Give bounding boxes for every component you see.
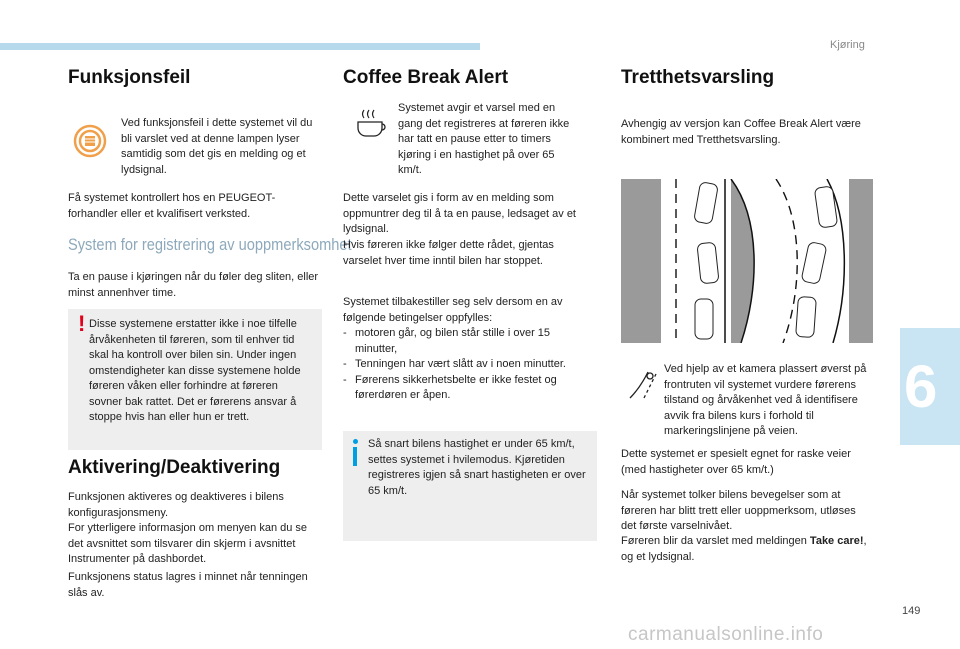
- road-lane-drift-illustration: [621, 179, 873, 343]
- coffee-message-text: Dette varselet gis i form av en melding som oppmuntrer deg til å ta en pause, ledsaget av et lydsignal.: [343, 192, 576, 235]
- reset-conditions-list: [343, 326, 595, 404]
- condition-item: - Tenningen har vært slått av i noen minutter.: [343, 357, 595, 373]
- warning-text: Disse systemene erstatter ikke i noe tilfelle årvåkenheten til føreren, som til enhver tid skal ha kontroll over bilen sin. Under ingen omstendigheter kan disse systemene holde føreren våken eller forhindre at føreren sovner bak rattet. Det er førerens ansvar å stoppe hvis han eller hun er trett.: [89, 318, 301, 423]
- fatigue-intro-text: Avhengig av versjon kan Coffee Break Alert være kombinert med Tretthetsvarsling.: [621, 118, 861, 146]
- subheading-attention: System for registrering av uoppmerksomhet: [68, 235, 352, 254]
- header-bar: [0, 43, 480, 50]
- activation-text: Funksjonen aktiveres og deaktiveres i bilens konfigurasjonsmeny.: [68, 491, 284, 519]
- section-label: Kjøring: [830, 39, 865, 51]
- pause-text: Ta en pause i kjøringen når du føler deg sliten, eller minst annenhver time.: [68, 271, 319, 299]
- coffee-intro-text: Systemet avgir et varsel med en gang det registreres at føreren ikke har tatt en pause etter to timers kjøring i en hastighet på over 65 km/t.: [398, 102, 570, 176]
- camera-text: Ved hjelp av et kamera plassert øverst på frontruten vil systemet vurdere førerens tilstand og årvåkenhet ved å identifisere avvik fra bilens kurs i forhold til markeringslinjene på veien.: [664, 363, 867, 437]
- watermark: carmanualsonline.info: [628, 624, 824, 645]
- take-care-message: Take care!: [809, 535, 864, 547]
- heading-coffee-break: Coffee Break Alert: [343, 67, 509, 88]
- info-box: [343, 431, 597, 541]
- condition-item: - motoren går, og bilen står stille i over 15 minutter,: [343, 326, 595, 357]
- alert-text: Føreren blir da varslet med meldingen Take care!, og et lydsignal.: [621, 535, 867, 563]
- status-text: Funksjonens status lagres i minnet når tenningen slås av.: [68, 571, 308, 599]
- chapter-tab: 6: [900, 328, 960, 445]
- coffee-repeat-text: Hvis føreren ikke følger dette rådet, gjentas varselet hver time inntil bilen har stoppet.: [343, 239, 554, 267]
- heading-fatigue: Tretthetsvarsling: [621, 67, 775, 88]
- dealer-text: Få systemet kontrollert hos en PEUGEOT-forhandler eller et kvalifisert verksted.: [68, 192, 276, 220]
- heading-activation: Aktivering/Deaktivering: [68, 457, 281, 478]
- suited-text: Dette systemet er spesielt egnet for raske veier (med hastigheter over 65 km/t.): [621, 448, 851, 476]
- warning-box: [68, 309, 322, 450]
- heading-funksjonsfeil: Funksjonsfeil: [68, 67, 191, 88]
- warning-exclamation-icon: !: [78, 311, 86, 336]
- info-text: Så snart bilens hastighet er under 65 km/t, settes systemet i hvilemodus. Kjøretiden registreres igjen så snart hastigheten er over 65 km/t.: [368, 438, 586, 497]
- detect-text: Når systemet tolker bilens bevegelser som at føreren har blitt trett eller uoppmerksom, utløses det første varselnivået.: [621, 489, 856, 532]
- page-number: 149: [902, 605, 921, 617]
- coffee-cup-icon: [352, 108, 386, 140]
- lane-camera-icon: [626, 368, 660, 402]
- menu-text: For ytterligere informasjon om menyen kan du se det avsnittet som tilsvarer din skjerm i avsnittet Instrumenter på dashbordet.: [68, 522, 308, 565]
- fault-warning-lamp-icon: [73, 124, 107, 158]
- condition-item: - Førerens sikkerhetsbelte er ikke festet og førerdøren er åpen.: [343, 373, 595, 404]
- fault-text: Ved funksjonsfeil i dette systemet vil du bli varslet ved at denne lampen lyser samtidig som det gis en melding og et lydsignal.: [121, 117, 313, 176]
- info-icon: [353, 439, 358, 444]
- reset-intro-text: Systemet tilbakestiller seg selv dersom en av følgende betingelser oppfylles:: [343, 296, 563, 324]
